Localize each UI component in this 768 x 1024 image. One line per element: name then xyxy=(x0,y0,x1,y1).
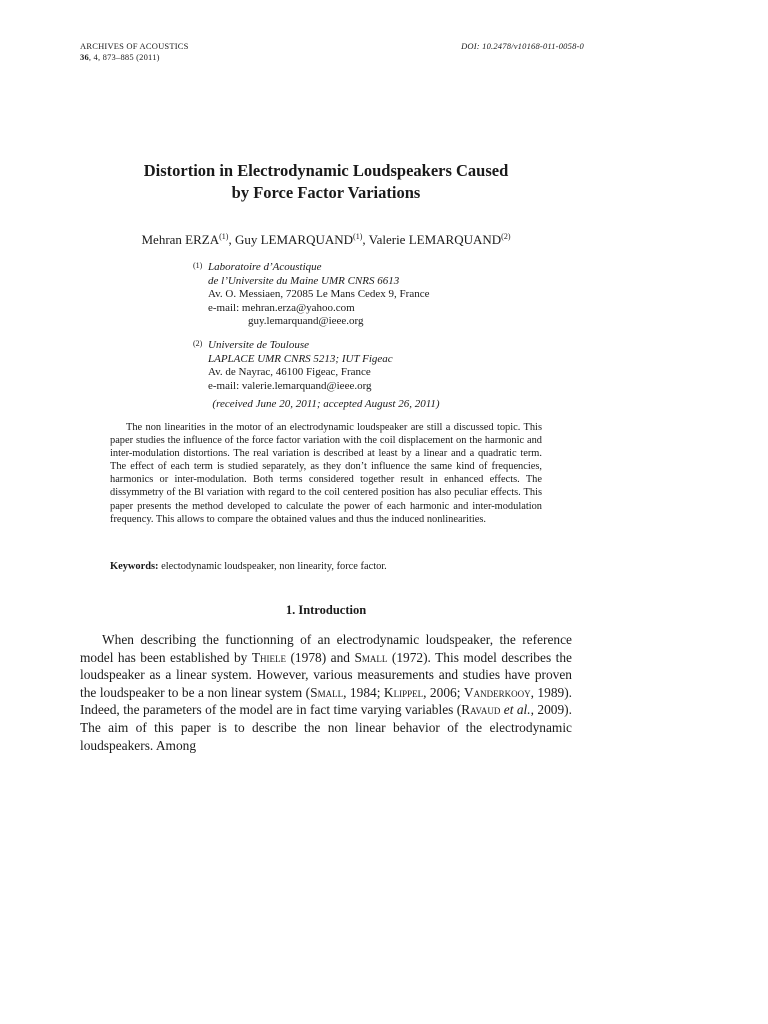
journal-volume-line xyxy=(80,52,189,63)
intro-text: (1972). This model describes the loudspeaker as a linear system. However, various measurements and studies have proven the loudspeaker to be a non linear system ( xyxy=(80,649,572,700)
author-2: , Guy LEMARQUAND xyxy=(228,232,354,247)
journal-header xyxy=(80,41,189,63)
intro-text: , 2009). The aim of this paper is to describe the non linear behavior of the electrodynamic loudspeakers. Among xyxy=(80,702,572,753)
paper-title-line-1: Distortion in Electrodynamic Loudspeakers Caused xyxy=(143,161,509,180)
citation-small: Small xyxy=(354,649,388,665)
citation-ravaud: Ravaud xyxy=(461,702,501,718)
citation-small-1984: Small xyxy=(310,684,344,700)
author-3-affiliation-mark: (2) xyxy=(501,232,511,241)
paper-title-line-2: by Force Factor Variations xyxy=(231,183,421,202)
intro-text: (1978) and xyxy=(286,649,355,665)
introduction-paragraph xyxy=(80,631,572,754)
journal-name: ARCHIVES OF ACOUSTICS xyxy=(80,41,189,51)
paper-title xyxy=(80,160,572,204)
keywords-text: electodynamic loudspeaker, non linearity, force factor. xyxy=(158,561,387,572)
author-2-affiliation-mark: (1) xyxy=(353,232,363,241)
keywords xyxy=(110,561,542,572)
affiliation-1-mark: (1) xyxy=(193,261,203,270)
abstract-text: The non linearities in the motor of an electrodynamic loudspeaker are still a discussed topic. This paper studies the influence of the force factor variation with the coil displacement on the harmonic and inter-modulation distortions. The real variation is described at least by a linear and a quadratic term. The effect of each term is studied separately, as they don’t influence the same kind of frequencies, harmonics or inter-modulation. Both terms considered together result in enhanced effects. The dissymmetry of the Bl variation with regard to the coil centered position has also peculiar effects. This paper presents the method developed to calculate the power of each harmonic and inter-modulation frequency. This allows to compare the obtained values and thus the induced nonlinearities. xyxy=(110,422,542,525)
affiliation-2-email: e-mail: valerie.lemarquand@ieee.org xyxy=(208,379,372,392)
affiliation-2-mark: (2) xyxy=(193,339,203,348)
affiliation-1-lab: Laboratoire d’Acoustique xyxy=(208,261,322,273)
abstract xyxy=(110,421,542,526)
intro-text: When describing the functionning of an electrodynamic loudspeaker, the reference model has been established by xyxy=(80,632,572,665)
citation-klippel: Klippel xyxy=(383,684,424,700)
doi: DOI: 10.2478/v10168-011-0058-0 xyxy=(461,41,584,51)
affiliation-1 xyxy=(193,261,429,329)
affiliation-2-address: Av. de Nayrac, 46100 Figeac, France xyxy=(208,366,371,378)
affiliation-2 xyxy=(193,339,393,393)
journal-issue-pages: , 4, 873–885 (2011) xyxy=(88,52,160,62)
intro-text: , 2006; xyxy=(423,684,464,700)
author-list xyxy=(80,232,572,248)
author-1: Mehran ERZA xyxy=(141,232,220,247)
affiliation-2-lab: LAPLACE UMR CNRS 5213; IUT Figeac xyxy=(208,352,393,365)
author-3: , Valerie LEMARQUAND xyxy=(362,232,502,247)
citation-et-al: et al. xyxy=(503,702,531,718)
affiliation-1-email: e-mail: mehran.erza@yahoo.com xyxy=(208,301,355,314)
affiliation-1-address: Av. O. Messiaen, 72085 Le Mans Cedex 9, France xyxy=(208,288,430,300)
affiliation-1-email-2: guy.lemarquand@ieee.org xyxy=(248,315,364,327)
section-heading: 1. Introduction xyxy=(285,603,367,617)
citation-vanderkooy: Vanderkooy xyxy=(463,684,531,700)
journal-volume: 36 xyxy=(80,52,89,62)
keywords-label: Keywords: xyxy=(110,561,159,572)
received-dates: (received June 20, 2011; accepted August 26, 2011) xyxy=(212,398,440,410)
intro-text: , 1989). Indeed, the parameters of the model are in fact time varying variables ( xyxy=(80,684,573,718)
affiliation-2-university: Universite de Toulouse xyxy=(208,339,310,351)
intro-text: , 1984; xyxy=(343,684,384,700)
citation-thiele: Thiele xyxy=(251,649,286,665)
affiliation-1-university: de l’Universite du Maine UMR CNRS 6613 xyxy=(208,274,400,287)
author-1-affiliation-mark: (1) xyxy=(219,232,229,241)
introduction-body xyxy=(80,631,572,754)
